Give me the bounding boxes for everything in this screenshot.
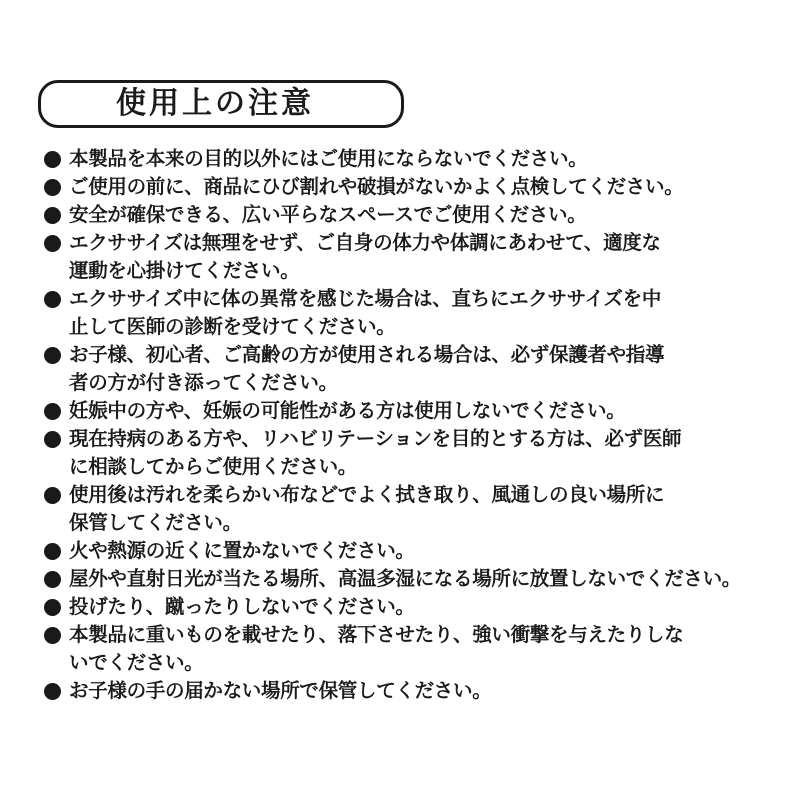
list-item xyxy=(42,229,772,285)
bullet-icon xyxy=(44,543,61,560)
list-item xyxy=(42,145,772,173)
item-line: 運動を心掛けてください。 xyxy=(69,259,300,282)
bullet-icon xyxy=(44,179,61,196)
list-item xyxy=(42,677,772,705)
title-box xyxy=(38,80,404,128)
list-item xyxy=(42,425,772,481)
item-line: いでください。 xyxy=(69,651,204,674)
item-line: 本製品を本来の目的以外にはご使用にならないでください。 xyxy=(69,147,588,170)
list-item xyxy=(42,565,772,593)
item-line: 使用後は汚れを柔らかい布などでよく拭き取り、風通しの良い場所に xyxy=(69,483,665,506)
bullet-icon xyxy=(44,571,61,588)
item-line: 本製品に重いものを載せたり、落下させたり、強い衝撃を与えたりしな xyxy=(69,623,684,646)
bullet-icon xyxy=(44,599,61,616)
precautions-list xyxy=(42,145,772,705)
item-line: 止して医師の診断を受けてください。 xyxy=(69,315,396,338)
list-item xyxy=(42,341,772,397)
list-item xyxy=(42,201,772,229)
bullet-icon xyxy=(44,403,61,420)
bullet-icon xyxy=(44,151,61,168)
item-line: 現在持病のある方や、リハビリテーションを目的とする方は、必ず医師 xyxy=(69,427,682,450)
page-title: 使用上の注意 xyxy=(116,86,314,121)
bullet-icon xyxy=(44,487,61,504)
item-line: 火や熱源の近くに置かないでください。 xyxy=(69,539,415,562)
bullet-icon xyxy=(44,235,61,252)
item-line: お子様の手の届かない場所で保管してください。 xyxy=(69,679,492,702)
item-line: 妊娠中の方や、妊娠の可能性がある方は使用しないでください。 xyxy=(69,399,626,422)
item-line: お子様、初心者、ご高齢の方が使用される場合は、必ず保護者や指導 xyxy=(69,343,665,366)
item-line: 屋外や直射日光が当たる場所、高温多湿になる場所に放置しないでください。 xyxy=(69,567,742,590)
bullet-icon xyxy=(44,347,61,364)
item-line: 保管してください。 xyxy=(69,511,242,534)
list-item xyxy=(42,621,772,677)
item-line: に相談してからご使用ください。 xyxy=(69,455,358,478)
bullet-icon xyxy=(44,207,61,224)
list-item xyxy=(42,397,772,425)
item-line: 投げたり、蹴ったりしないでください。 xyxy=(69,595,415,618)
item-line: 安全が確保できる、広い平らなスペースでご使用ください。 xyxy=(69,203,587,226)
bullet-icon xyxy=(44,291,61,308)
list-item xyxy=(42,481,772,537)
list-item xyxy=(42,593,772,621)
list-item xyxy=(42,537,772,565)
item-line: ご使用の前に、商品にひび割れや破損がないかよく点検してください。 xyxy=(69,175,684,198)
list-item xyxy=(42,285,772,341)
item-line: エクササイズは無理をせず、ご自身の体力や体調にあわせて、適度な xyxy=(69,231,661,254)
item-line: 者の方が付き添ってください。 xyxy=(69,371,338,394)
item-line: エクササイズ中に体の異常を感じた場合は、直ちにエクササイズを中 xyxy=(69,287,662,310)
bullet-icon xyxy=(44,683,61,700)
bullet-icon xyxy=(44,431,61,448)
list-item xyxy=(42,173,772,201)
bullet-icon xyxy=(44,627,61,644)
